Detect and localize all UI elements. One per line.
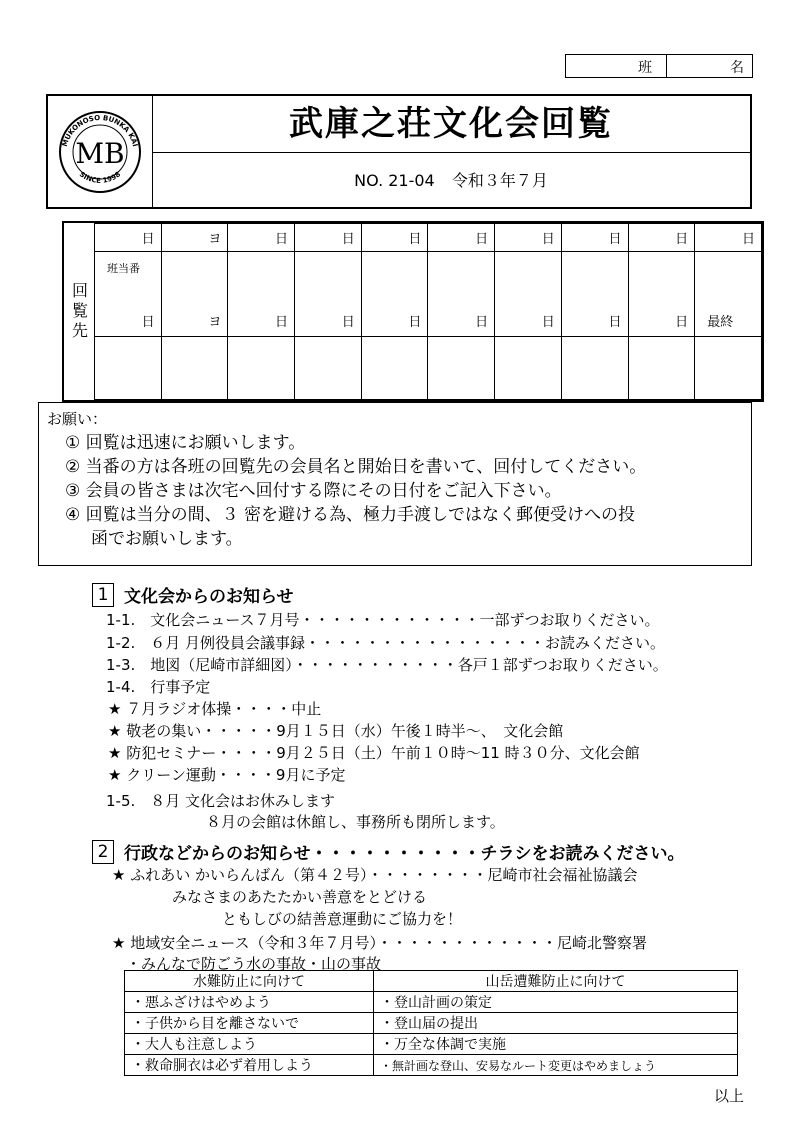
safety-cell: ・救命胴衣は必ず着用しよう	[125, 1055, 374, 1076]
safety-cell: ・万全な体調で実施	[374, 1034, 738, 1055]
circ-blank-cell	[295, 337, 362, 400]
circulation-table	[62, 221, 764, 402]
circ-name-cell: 日	[628, 252, 695, 337]
safety-cell: ・登山届の提出	[374, 1013, 738, 1034]
circ-name-cell: 班当番 日	[95, 252, 162, 337]
circ-name-cell: ヨ	[161, 252, 228, 337]
circ-blank-cell	[428, 337, 495, 400]
requests-title: お願い：	[47, 410, 108, 428]
request-item: ① 回覧は迅速にお願いします。	[65, 433, 306, 453]
section1-heading	[92, 582, 294, 607]
request-continuation: 函でお願いします。	[91, 529, 243, 549]
request-item: ③ 会員の皆さまは次宅へ回付する際にその日付をご記入下さい。	[65, 481, 562, 501]
circ-date-cell: ヨ	[161, 224, 228, 252]
safety-table	[124, 970, 738, 1076]
issue-info	[152, 156, 750, 206]
notice-line: ★ 地域安全ニュース（令和３年７月号）・・・・・・・・・・・・尼崎北警察署	[112, 934, 647, 952]
circ-blank-cell	[695, 337, 762, 400]
notice-line: 1-2. ６月 月例役員会議事録・・・・・・・・・・・・・・・・お読みください。	[106, 634, 666, 652]
logo-mb: MB	[75, 137, 125, 170]
circ-date-cell: 日	[295, 224, 362, 252]
han-divider	[666, 55, 667, 77]
section2-number: 2	[92, 840, 114, 864]
safety-cell: ・登山計画の策定	[374, 992, 738, 1013]
requests-box	[38, 402, 752, 566]
circ-date-cell: 日	[561, 224, 628, 252]
notice-line: ・みんなで防ごう水の事故・山の事故	[126, 955, 382, 973]
circulation-label: 回覧先	[64, 223, 95, 400]
request-item: ④ 回覧は当分の間、３ 密を避ける為、極力手渡しではなく郵便受けへの投	[65, 505, 636, 525]
circ-date-cell: 日	[695, 224, 762, 252]
circ-date-cell: 日	[428, 224, 495, 252]
notice-line: ともしびの結善意運動にご協力を！	[222, 910, 463, 928]
logo-bottom-text: SINCE 1998	[77, 170, 123, 185]
circ-name-cell: 日	[428, 252, 495, 337]
request-item: ② 当番の方は各班の回覧先の会員名と開始日を書いて、回付してください。	[65, 457, 647, 477]
logo-cell	[48, 96, 153, 207]
circ-blank-cell	[95, 337, 162, 400]
circ-name-cell: 日	[361, 252, 428, 337]
han-name-box	[565, 54, 753, 78]
circ-date-cell: 日	[495, 224, 562, 252]
safety-cell: ・子供から目を離さないで	[125, 1013, 374, 1034]
circ-blank-cell	[628, 337, 695, 400]
safety-header: 山岳遭難防止に向けて	[374, 971, 738, 992]
circ-blank-cell	[228, 337, 295, 400]
safety-header: 水難防止に向けて	[125, 971, 374, 992]
safety-cell: ・悪ふざけはやめよう	[125, 992, 374, 1013]
event-line: ★ クリーン運動・・・・9月に予定	[108, 766, 346, 784]
notice-line: ８月の会館は休館し、事務所も閉所します。	[206, 813, 505, 831]
notice-line: 1-4. 行事予定	[106, 678, 211, 696]
section2-title: 行政などからのお知らせ・・・・・・・・・・チラシをお読みください。	[124, 844, 685, 864]
logo-top-text: MUKONOSO BUNKA KAI	[60, 113, 140, 148]
closing-text: 以上	[713, 1087, 744, 1105]
header-box	[46, 94, 752, 209]
page-title: 武庫之荘文化会回覧	[152, 96, 750, 153]
section1-title: 文化会からのお知らせ	[124, 587, 294, 607]
circulation-grid	[94, 223, 762, 400]
circ-date-cell: 日	[228, 224, 295, 252]
notice-line: 1-5. ８月 文化会はお休みします	[106, 792, 336, 810]
circ-blank-cell	[361, 337, 428, 400]
safety-cell: ・大人も注意しよう	[125, 1034, 374, 1055]
circ-blank-cell	[161, 337, 228, 400]
circ-date-cell: 日	[628, 224, 695, 252]
event-line: ★ 防犯セミナー・・・・9月２５日（土）午前１０時～11 時３０分、文化会館	[108, 744, 640, 762]
mb-logo	[48, 96, 152, 207]
circ-name-cell: 日	[495, 252, 562, 337]
event-line: ★ ７月ラジオ体操・・・・中止	[108, 700, 322, 718]
notice-line: ★ ふれあい かいらんばん（第４２号）・・・・・・・・尼崎市社会福祉協議会	[112, 866, 638, 884]
han-label: 班	[638, 60, 652, 76]
section2-heading	[92, 839, 685, 864]
circ-blank-cell	[561, 337, 628, 400]
circ-blank-cell	[495, 337, 562, 400]
circ-name-cell: 日	[295, 252, 362, 337]
name-label: 名	[730, 60, 744, 76]
circ-date-cell: 日	[95, 224, 162, 252]
notice-line: みなさまのあたたかい善意をとどける	[172, 888, 428, 906]
circ-date-cell: 日	[361, 224, 428, 252]
safety-cell: ・無計画な登山、安易なルート変更はやめましょう	[374, 1055, 738, 1076]
first-tag: 班当番	[107, 262, 140, 275]
circ-name-cell: 日	[561, 252, 628, 337]
circ-name-cell: 最終	[695, 252, 762, 337]
event-line: ★ 敬老の集い・・・・・9月１５日（水）午後１時半～、 文化会館	[108, 722, 564, 740]
circ-name-cell: 日	[228, 252, 295, 337]
section1-number: 1	[92, 583, 114, 607]
notice-line: 1-3. 地図（尼崎市詳細図）・・・・・・・・・・・各戸１部ずつお取りください。	[106, 656, 668, 674]
notice-line: 1-1. 文化会ニュース７月号・・・・・・・・・・・・一部ずつお取りください。	[106, 611, 660, 629]
issue-number: NO. 21-04	[354, 171, 435, 190]
issue-date: 令和３年７月	[451, 171, 548, 190]
